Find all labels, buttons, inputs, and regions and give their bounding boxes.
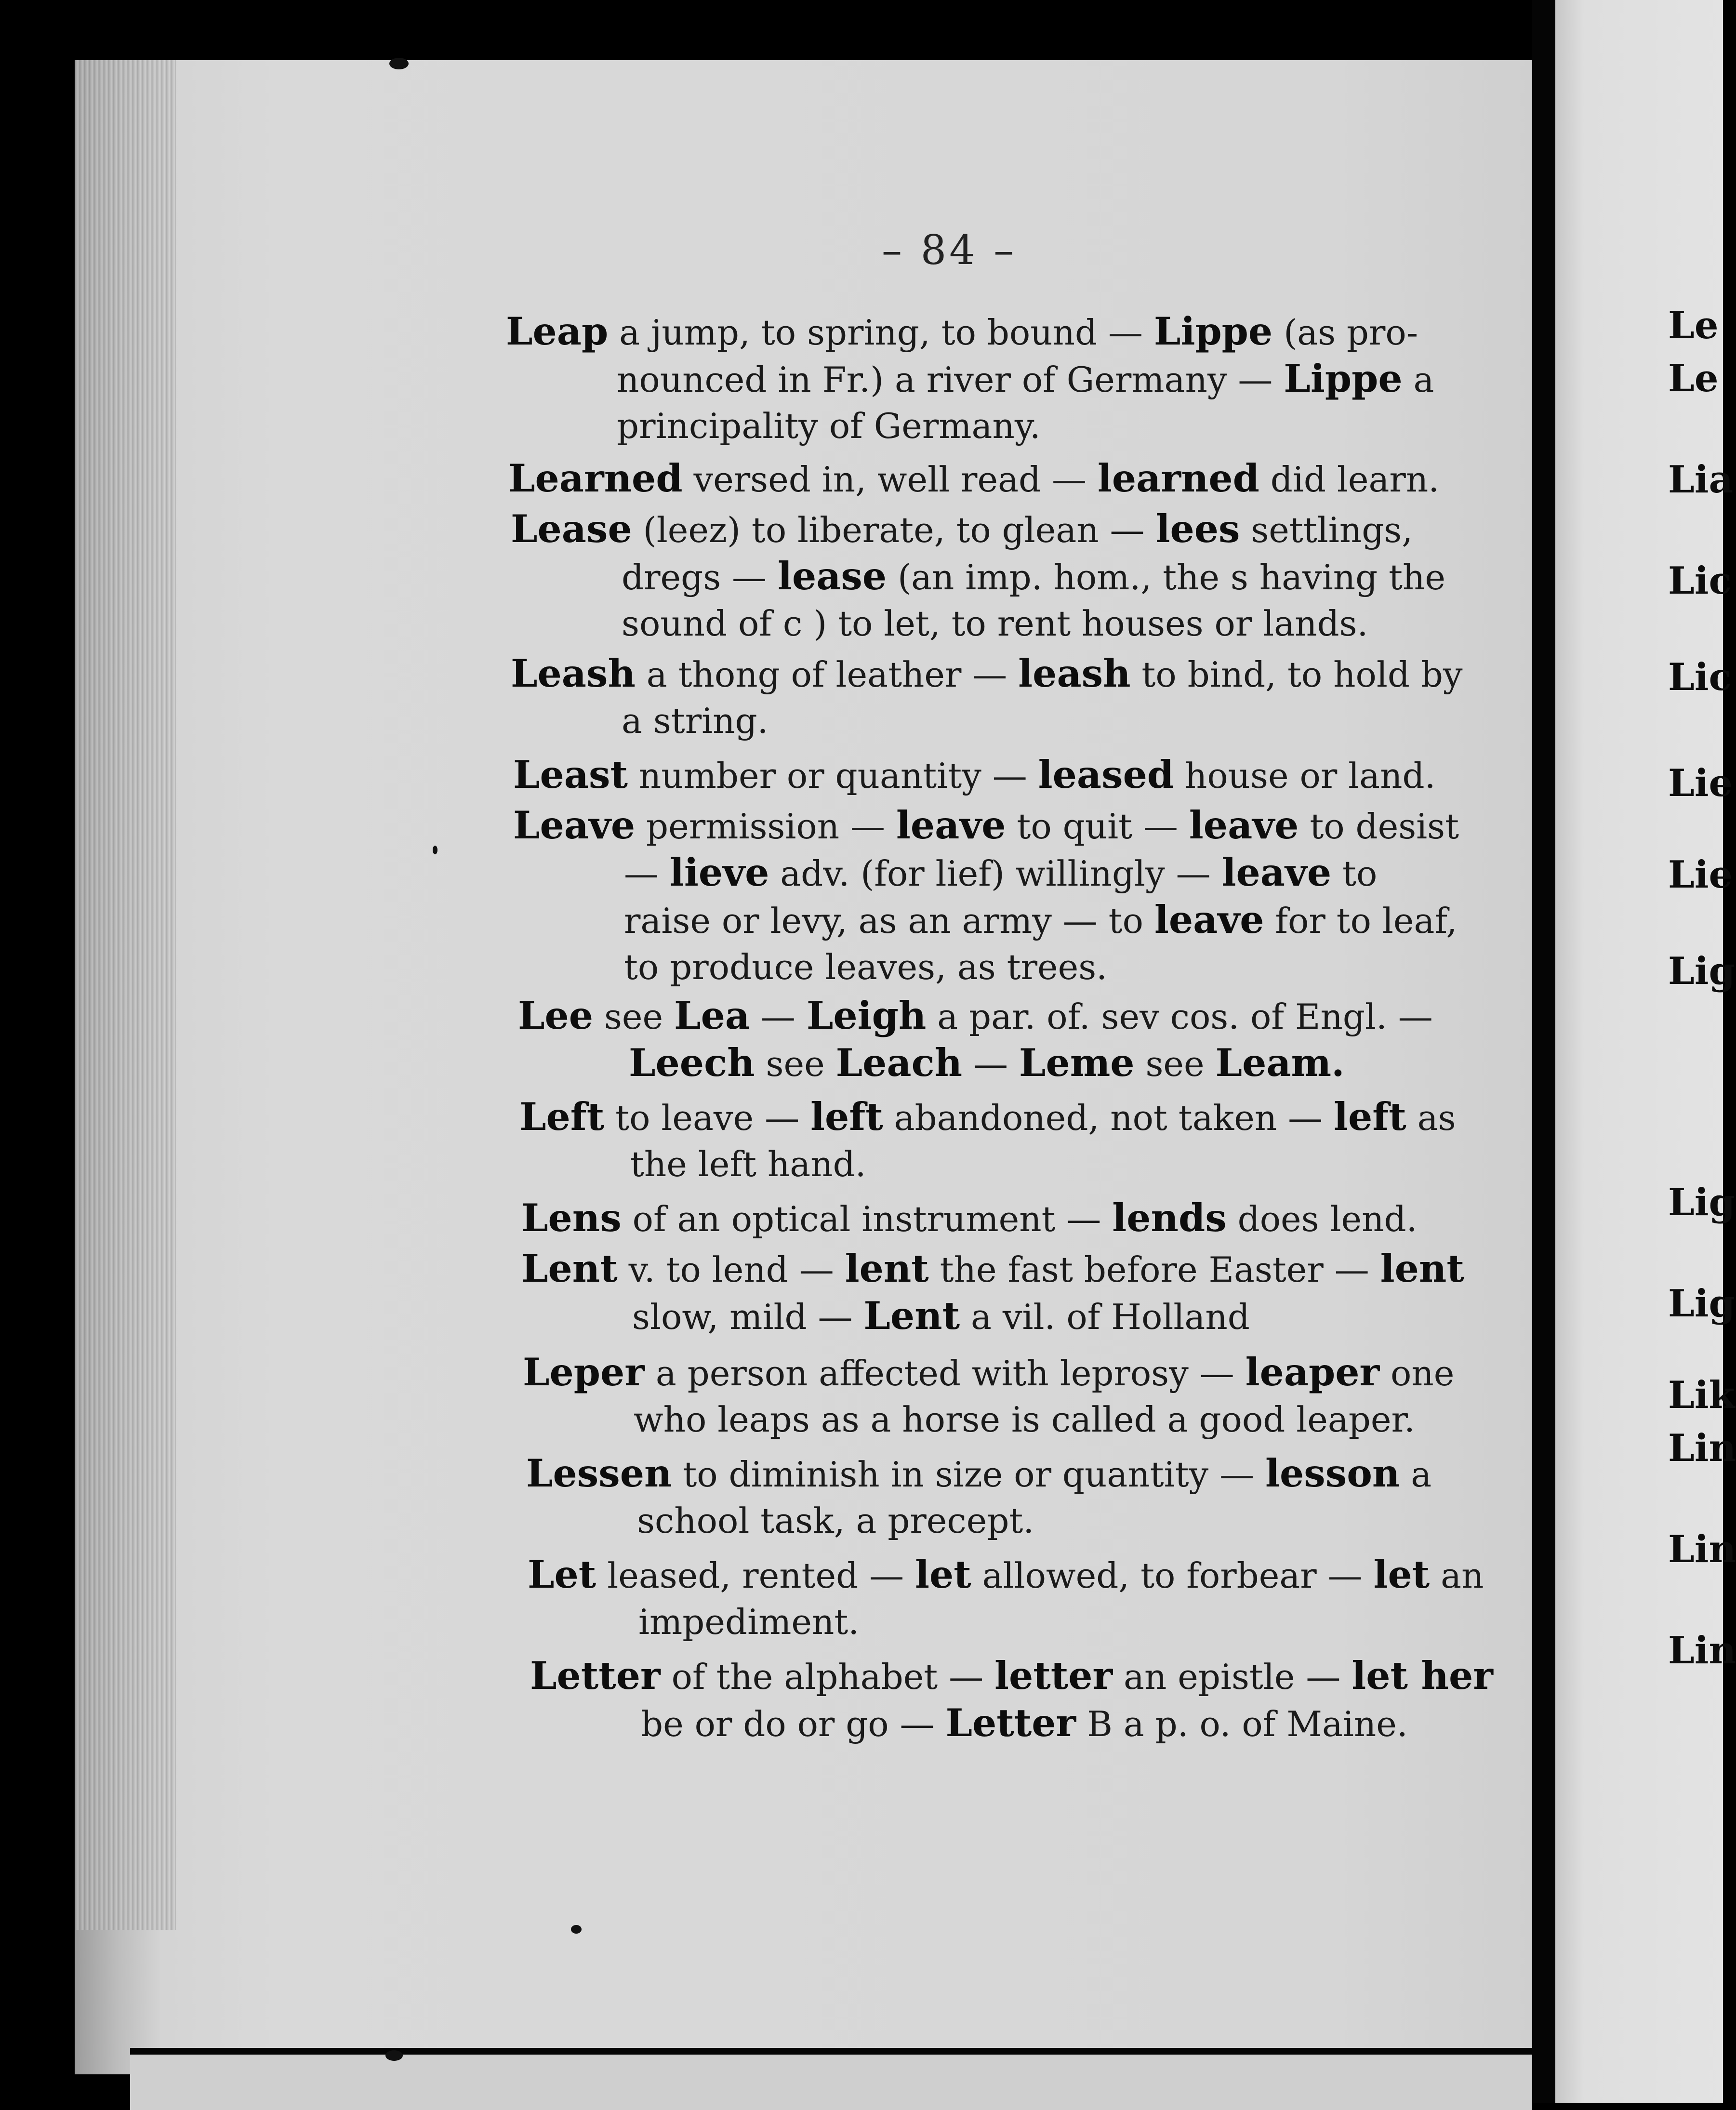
definition-text: to produce leaves, as trees.: [624, 947, 1108, 987]
headword: Lippe: [1153, 309, 1273, 354]
headword: Leme: [1019, 1040, 1135, 1085]
definition-text: nounced in Fr.) a river of Germany —: [617, 359, 1284, 400]
right-page-headword: Lik: [1668, 1373, 1735, 1417]
headword: Lee: [518, 993, 594, 1038]
definition-text: —: [750, 996, 807, 1037]
headword: let her: [1352, 1653, 1493, 1698]
definition-text: to quit —: [1006, 806, 1189, 847]
definition-text: versed in, well read —: [682, 459, 1098, 500]
definition-text: B a p. o. of Maine.: [1076, 1704, 1408, 1744]
right-page-headword: Lin: [1668, 1426, 1736, 1470]
headword: leased: [1038, 752, 1174, 797]
headword: Lippe: [1284, 356, 1403, 401]
entry-line: [511, 698, 1463, 744]
definition-text: see: [1134, 1044, 1216, 1084]
definition-text: a par. of. sev cos. of Engl. —: [926, 996, 1433, 1037]
definition-text: (an imp. hom., the s having the: [887, 557, 1446, 597]
headword: Leigh: [806, 993, 927, 1038]
entry-line: [519, 1141, 1456, 1187]
entry-line: [506, 356, 1434, 403]
definition-text: principality of Germany.: [617, 406, 1041, 446]
headword: Lease: [511, 506, 632, 551]
headword: lieve: [669, 850, 769, 895]
right-page-headword: Le: [1668, 357, 1719, 400]
definition-text: —: [624, 853, 670, 894]
entry-line: [526, 1498, 1431, 1544]
headword: Left: [519, 1094, 605, 1139]
headword: Leper: [523, 1350, 645, 1394]
right-page-headword: Lig: [1668, 1181, 1736, 1224]
headword: learned: [1097, 456, 1259, 501]
definition-text: a vil. of Holland: [960, 1297, 1250, 1337]
definition-text: the left hand.: [630, 1144, 866, 1184]
definition-text: did learn.: [1259, 459, 1440, 500]
entry-line: [521, 1195, 1417, 1242]
headword: Lea: [674, 993, 750, 1038]
headword: Least: [513, 752, 628, 797]
entry-line: [508, 455, 1439, 503]
definition-text: slow, mild —: [632, 1297, 864, 1337]
headword: leave: [1189, 803, 1299, 848]
headword: Lent: [521, 1246, 618, 1291]
definition-text: see: [755, 1044, 836, 1084]
definition-text: to diminish in size or quantity —: [672, 1454, 1265, 1495]
definition-text: number or quantity —: [627, 756, 1038, 796]
definition-text: a: [1400, 1454, 1432, 1495]
definition-text: (as pro-: [1272, 312, 1418, 353]
dictionary-entry: [513, 752, 1435, 799]
headword: Learned: [508, 456, 683, 501]
headword: leave: [1221, 850, 1332, 895]
dictionary-entry: [528, 1552, 1484, 1645]
headword: Let: [528, 1552, 596, 1597]
entry-line: [518, 993, 1433, 1040]
entry-line: [511, 506, 1445, 553]
right-page-headword: Lig: [1668, 1282, 1736, 1326]
headword: lent: [1380, 1246, 1464, 1291]
entry-line: [530, 1700, 1493, 1747]
definition-text: —: [962, 1044, 1019, 1084]
entry-line: [506, 403, 1434, 449]
dictionary-entry: [513, 802, 1459, 990]
print-speck: [571, 1925, 582, 1934]
dictionary-entry: [508, 455, 1439, 503]
dictionary-entry: [506, 308, 1434, 449]
definition-text: for to leaf,: [1264, 901, 1458, 941]
print-speck: [433, 846, 437, 854]
entry-line: [526, 1450, 1431, 1498]
definition-text: raise or levy, as an army — to: [624, 901, 1154, 941]
definition-text: settlings,: [1240, 510, 1413, 550]
entry-line: [518, 1040, 1433, 1087]
definition-text: an: [1430, 1555, 1484, 1596]
print-speck: [385, 2050, 403, 2061]
book-gutter: [1532, 0, 1555, 2103]
right-page-headword: Lic: [1668, 655, 1732, 699]
entry-line: [523, 1396, 1454, 1443]
headword: left: [1334, 1094, 1406, 1139]
headword: leave: [1154, 897, 1264, 942]
dictionary-entry: [511, 650, 1463, 744]
entry-line: [511, 600, 1445, 647]
page-number: – 84 –: [882, 226, 1017, 274]
headword: lesson: [1265, 1451, 1400, 1496]
right-page-headword: Le: [1668, 304, 1719, 347]
definition-text: who leaps as a horse is called a good leaper.: [634, 1399, 1415, 1440]
definition-text: of the alphabet —: [660, 1657, 995, 1697]
headword: Leach: [835, 1040, 963, 1085]
definition-text: school task, a precept.: [637, 1500, 1034, 1541]
dictionary-entry: [526, 1450, 1431, 1544]
definition-text: leased, rented —: [596, 1555, 915, 1596]
right-page-headword: Lic: [1668, 559, 1732, 603]
definition-text: to: [1331, 853, 1378, 894]
definition-text: to leave —: [604, 1098, 810, 1138]
definition-text: impediment.: [638, 1602, 860, 1642]
headword: Leash: [511, 651, 636, 696]
definition-text: one: [1379, 1353, 1455, 1393]
headword: Lens: [521, 1195, 622, 1240]
headword: lease: [777, 554, 887, 598]
definition-text: a string.: [622, 701, 769, 741]
entry-line: [523, 1349, 1454, 1396]
entry-line: [521, 1246, 1464, 1293]
definition-text: abandoned, not taken —: [883, 1098, 1334, 1138]
entry-line: [513, 897, 1459, 944]
entry-line: [511, 553, 1445, 600]
headword: Leave: [513, 803, 636, 848]
headword: Lessen: [526, 1451, 672, 1496]
headword: Letter: [530, 1653, 661, 1698]
headword: leaper: [1245, 1350, 1380, 1394]
definition-text: adv. (for lief) willingly —: [769, 853, 1222, 894]
definition-text: be or do or go —: [641, 1704, 946, 1744]
entry-line: [528, 1552, 1484, 1599]
definition-text: of an optical instrument —: [621, 1199, 1113, 1239]
next-page-strip: [130, 2048, 1532, 2110]
dictionary-entry: [523, 1349, 1454, 1443]
entry-line: [511, 650, 1463, 698]
headword: Letter: [945, 1700, 1076, 1745]
right-page-headword: Lin: [1668, 1527, 1736, 1571]
definition-text: v. to lend —: [617, 1249, 845, 1290]
headword: Leap: [506, 309, 609, 354]
entry-line: [530, 1653, 1493, 1700]
right-page-headword: Lin: [1668, 1629, 1736, 1672]
entry-line: [528, 1599, 1484, 1645]
headword: lends: [1112, 1195, 1227, 1240]
definition-text: allowed, to forbear —: [971, 1555, 1374, 1596]
right-page-headword: Lie: [1668, 761, 1733, 805]
definition-text: dregs —: [622, 557, 778, 597]
definition-text: (leez) to liberate, to glean —: [632, 510, 1156, 550]
headword: Lent: [863, 1293, 960, 1338]
definition-text: a jump, to spring, to bound —: [608, 312, 1154, 353]
headword: let: [915, 1552, 971, 1597]
dictionary-entry: [518, 993, 1433, 1087]
right-page-headword: Lie: [1668, 853, 1733, 897]
right-page-headword: Lia: [1668, 458, 1734, 502]
dictionary-entry: [521, 1195, 1417, 1242]
headword: let: [1373, 1552, 1430, 1597]
print-speck: [389, 58, 409, 69]
headword: lent: [845, 1246, 929, 1291]
definition-text: an epistle —: [1113, 1657, 1352, 1697]
entry-line: [513, 849, 1459, 897]
entry-line: [506, 308, 1434, 356]
definition-text: a thong of leather —: [635, 654, 1019, 695]
definition-text: does lend.: [1226, 1199, 1418, 1239]
headword: leave: [896, 803, 1006, 848]
dictionary-entry: [519, 1094, 1456, 1187]
dictionary-entry: [511, 506, 1445, 647]
definition-text: see: [593, 996, 675, 1037]
dictionary-entry: [530, 1653, 1493, 1747]
entry-line: [513, 752, 1435, 799]
headword: Leam.: [1215, 1040, 1345, 1085]
entry-line: [513, 944, 1459, 990]
headword: lees: [1155, 506, 1240, 551]
headword: Leech: [629, 1040, 755, 1085]
definition-text: to desist: [1299, 806, 1459, 847]
definition-text: house or land.: [1174, 756, 1436, 796]
headword: left: [810, 1094, 883, 1139]
dictionary-entry: [521, 1246, 1464, 1340]
definition-text: permission —: [635, 806, 896, 847]
entry-line: [513, 802, 1459, 849]
definition-text: sound of c ) to let, to rent houses or lands.: [622, 603, 1368, 644]
headword: leash: [1018, 651, 1131, 696]
right-page-headword: Lig: [1668, 949, 1736, 993]
definition-text: the fast before Easter —: [928, 1249, 1380, 1290]
definition-text: to bind, to hold by: [1130, 654, 1463, 695]
headword: letter: [994, 1653, 1113, 1698]
entry-line: [519, 1094, 1456, 1141]
definition-text: as: [1406, 1098, 1456, 1138]
definition-text: a: [1402, 359, 1434, 400]
definition-text: a person affected with leprosy —: [644, 1353, 1246, 1393]
entry-line: [521, 1293, 1464, 1340]
page-edge-stack: [75, 60, 176, 1930]
